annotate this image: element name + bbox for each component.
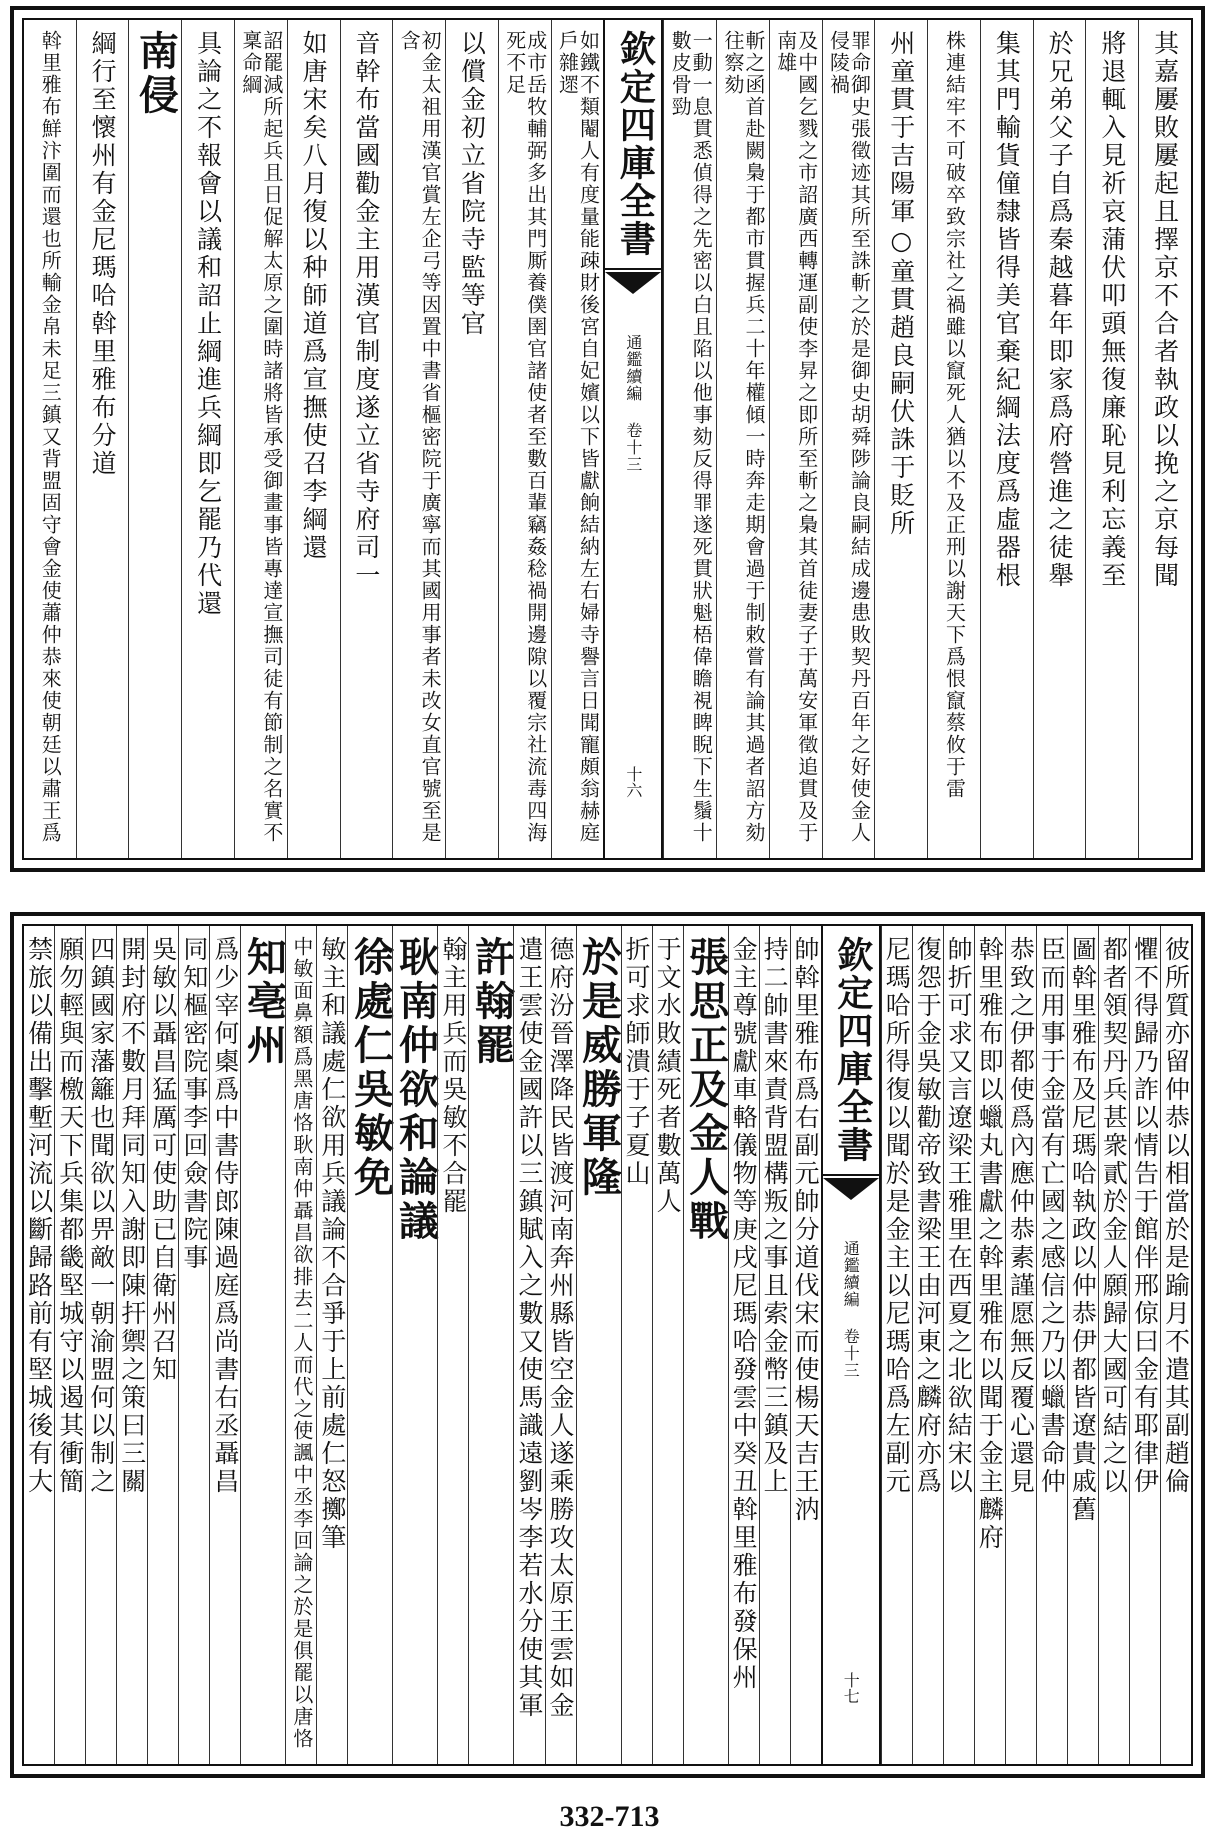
column-text: 張思正及金人戰 bbox=[682, 936, 730, 1244]
text-column bbox=[1098, 926, 1129, 1764]
column-text: 詔罷減所起兵且日促解太原之圍時諸將皆承受御畫事皆專達宣撫司徒有節制之名實不稟命綱 bbox=[238, 30, 284, 844]
text-column bbox=[128, 20, 181, 858]
text-column bbox=[209, 926, 240, 1764]
column-text: 南侵 bbox=[132, 30, 180, 118]
text-column bbox=[790, 926, 821, 1764]
text-column bbox=[287, 20, 340, 858]
text-column bbox=[874, 20, 927, 858]
column-text: 許翰罷 bbox=[468, 936, 516, 1068]
text-column bbox=[240, 926, 288, 1764]
text-column bbox=[24, 926, 54, 1764]
column-text: 折可求師潰于子夏山 bbox=[622, 936, 652, 1188]
text-column bbox=[980, 20, 1033, 858]
text-column bbox=[347, 926, 395, 1764]
column-text: 敏主和議處仁欲用兵議論不合爭于上前處仁怒擲筆 bbox=[317, 936, 347, 1552]
column-text: 尼瑪哈所得復以聞於是金主以尼瑪哈爲左副元 bbox=[882, 936, 912, 1496]
text-column bbox=[392, 926, 440, 1764]
center-fold-column bbox=[603, 20, 663, 858]
column-text: 知亳州 bbox=[240, 936, 288, 1068]
book-title: 欽定四庫全書 bbox=[605, 20, 661, 270]
text-column bbox=[576, 926, 621, 1764]
column-text: 懼不得歸乃詐以情告于館伴邢倞曰金有耶律伊 bbox=[1130, 936, 1160, 1496]
column-text: 中敏面鼻額爲黑唐恪耿南仲聶昌欲排去二人而代之使諷中丞李回論之於是俱罷以唐恪 bbox=[289, 936, 314, 1750]
center-fold-column bbox=[821, 926, 881, 1764]
column-text: 集其門輸貨僮隸皆得美官棄紀綱法度爲虛器根 bbox=[992, 30, 1022, 590]
column-text: 復怨于金吳敏勸帝致書梁王由河東之麟府亦爲 bbox=[913, 936, 943, 1496]
text-column bbox=[912, 926, 943, 1764]
text-column bbox=[759, 926, 790, 1764]
text-column bbox=[621, 926, 652, 1764]
column-text: 及中國乞戮之市詔廣西轉運副使李昇之即所至斬之梟其首徒妻子于萬安軍徵追貫及于南雄 bbox=[773, 30, 819, 844]
column-text: 州童貫于吉陽軍○童貫趙良嗣伏誅于貶所 bbox=[886, 30, 916, 538]
text-column bbox=[392, 20, 445, 858]
top-page-panel bbox=[10, 6, 1205, 872]
text-column bbox=[498, 20, 551, 858]
column-text: 圖斡里雅布及尼瑪哈執政以仲恭伊都皆遼貴戚舊 bbox=[1068, 936, 1098, 1524]
bottom-page-body bbox=[22, 924, 1193, 1766]
text-column bbox=[927, 20, 980, 858]
column-text: 持二帥書來責背盟構叛之事且索金幣三鎮及上 bbox=[760, 936, 790, 1496]
column-text: 罪命御史張徵迹其所至誅斬之於是御史胡舜陟論良嗣結成邊患敗契丹百年之好使金人侵陵禍 bbox=[826, 30, 872, 844]
column-text: 成市岳牧輔弼多出其門厮養僕圉官諸使者至數百輩竊姦稔禍開邊隙以覆宗社流毒四海死不足 bbox=[502, 30, 548, 844]
footer-page-id: 332-713 bbox=[559, 1800, 660, 1833]
column-text: 彼所質亦留仲恭以相當於是踰月不遣其副趙倫 bbox=[1161, 936, 1191, 1496]
text-column bbox=[1129, 926, 1160, 1764]
text-column bbox=[445, 20, 498, 858]
text-column bbox=[468, 926, 516, 1764]
column-text: 如鐵不類閹人有度量能疎財後宮自妃嬪以下皆獻餉結納左右婦寺譽言日聞寵頗翁赫庭戶雜遝 bbox=[555, 30, 601, 844]
column-text: 願勿輕與而檄天下兵集都畿堅城守以遏其衝簡 bbox=[55, 936, 85, 1496]
column-text: 於是威勝軍隆 bbox=[575, 936, 623, 1200]
text-column bbox=[181, 20, 234, 858]
text-column bbox=[881, 926, 912, 1764]
column-text: 四鎮國家藩籬也聞欲以畀敵一朝渝盟何以制之 bbox=[86, 936, 116, 1496]
text-column bbox=[551, 20, 604, 858]
text-column bbox=[340, 20, 393, 858]
column-text: 帥折可求又言遼梁王雅里在西夏之北欲結宋以 bbox=[944, 936, 974, 1496]
column-text: 禁旅以備出擊塹河流以斷歸路前有堅城後有大 bbox=[24, 936, 54, 1496]
text-column bbox=[1036, 926, 1067, 1764]
column-text: 綱行至懷州有金尼瑪哈斡里雅布分道 bbox=[88, 30, 118, 478]
text-column bbox=[24, 20, 76, 858]
text-column bbox=[545, 926, 576, 1764]
text-column bbox=[716, 20, 769, 858]
text-column bbox=[285, 926, 316, 1764]
column-text: 臣而用事于金當有亡國之感信之乃以蠟書命仲 bbox=[1037, 936, 1067, 1496]
column-text: 音幹布當國勸金主用漢官制度遂立省寺府司一 bbox=[351, 30, 381, 590]
column-text: 株連結牢不可破卒致宗社之禍雖以竄死人猶以不及正刑以謝天下爲恨竄蔡攸于雷 bbox=[942, 30, 967, 800]
text-column bbox=[822, 20, 875, 858]
column-text: 一動一息貫悉偵得之先密以白且陷以他事劾反得罪遂死貫狀魁梧偉瞻視睥睨下生鬚十數皮骨勁 bbox=[668, 30, 714, 844]
text-column bbox=[76, 20, 129, 858]
column-text: 斬之函首赴闕梟于都市貫握兵二十年權傾一時奔走期會過于制敕嘗有論其過者詔方劾往察劾 bbox=[720, 30, 766, 844]
text-column bbox=[85, 926, 116, 1764]
column-text: 于文水敗績死者數萬人 bbox=[653, 936, 683, 1216]
column-text: 斡里雅布鮮汴圍而還也所輸金帛未足三鎮又背盟固守會金使蕭仲恭來使朝廷以肅王爲 bbox=[38, 30, 63, 844]
text-column bbox=[234, 20, 287, 858]
sub-title: 通鑑續編 卷十三 bbox=[841, 1240, 861, 1379]
sub-title: 通鑑續編 卷十三 bbox=[623, 334, 643, 473]
column-text: 耿南仲欲和論議 bbox=[392, 936, 440, 1244]
text-column bbox=[728, 926, 759, 1764]
text-column bbox=[1033, 20, 1086, 858]
text-column bbox=[1085, 20, 1138, 858]
column-text: 爲少宰何㮚爲中書侍郎陳過庭爲尚書右丞聶昌 bbox=[210, 936, 240, 1496]
column-text: 開封府不數月拜同知入謝即陳扞禦之策曰三關 bbox=[117, 936, 147, 1496]
text-column bbox=[1005, 926, 1036, 1764]
bottom-page-panel bbox=[10, 912, 1205, 1778]
column-text: 都者領契丹兵甚衆貳於金人願歸大國可結之以 bbox=[1099, 936, 1129, 1496]
column-text: 以償金初立省院寺監等官 bbox=[457, 30, 487, 338]
text-column bbox=[769, 20, 822, 858]
column-text: 金主尊號獻車輅儀物等庚戌尼瑪哈發雲中癸丑斡里雅布發保州 bbox=[729, 936, 759, 1692]
text-column bbox=[1138, 20, 1191, 858]
text-column bbox=[943, 926, 974, 1764]
column-text: 帥斡里雅布爲右副元帥分道伐宋而使楊天吉王汭 bbox=[791, 936, 821, 1524]
column-text: 將退輒入見祈哀蒲伏叩頭無復廉恥見利忘義至 bbox=[1097, 30, 1127, 590]
text-column bbox=[663, 20, 716, 858]
fishtail-mark-icon bbox=[605, 272, 661, 294]
column-text: 遣王雲使金國許以三鎮賦入之數又使馬識遠劉岑李若水分使其軍 bbox=[514, 936, 544, 1720]
column-text: 於兄弟父子自爲秦越暮年即家爲府營進之徒舉 bbox=[1045, 30, 1075, 590]
text-column bbox=[652, 926, 683, 1764]
text-column bbox=[513, 926, 544, 1764]
text-column bbox=[316, 926, 347, 1764]
text-column bbox=[178, 926, 209, 1764]
column-text: 德府汾晉澤降民皆渡河南奔州縣皆空金人遂乘勝攻太原王雲如金 bbox=[546, 936, 576, 1720]
text-column bbox=[54, 926, 85, 1764]
column-text: 其嘉屢敗屢起且擇京不合者執政以挽之京每聞 bbox=[1150, 30, 1180, 590]
book-title: 欽定四庫全書 bbox=[823, 926, 879, 1176]
text-column bbox=[437, 926, 468, 1764]
top-page-body bbox=[22, 18, 1193, 860]
column-text: 翰主用兵而吳敏不合罷 bbox=[438, 936, 468, 1216]
column-text: 恭致之伊都使爲內應仲恭素謹愿無反覆心還見 bbox=[1006, 936, 1036, 1496]
column-text: 徐處仁吳敏免 bbox=[347, 936, 395, 1200]
column-text: 如唐宋矣八月復以种師道爲宣撫使召李綱還 bbox=[299, 30, 329, 562]
fishtail-mark-icon bbox=[823, 1178, 879, 1200]
page-number: 十六 bbox=[623, 766, 643, 798]
column-text: 初金太祖用漢官賞左企弓等因置中書省樞密院于廣寧而其國用事者未改女直官號至是含 bbox=[397, 30, 443, 844]
text-column bbox=[147, 926, 178, 1764]
text-column bbox=[683, 926, 728, 1764]
column-text: 斡里雅布即以蠟丸書獻之斡里雅布以聞于金主麟府 bbox=[975, 936, 1005, 1552]
column-text: 同知樞密院事李回僉書院事 bbox=[179, 936, 209, 1272]
column-text: 吳敏以聶昌猛厲可使助已自衛州召知 bbox=[148, 936, 178, 1384]
text-column bbox=[1067, 926, 1098, 1764]
column-text: 具論之不報會以議和詔止綱進兵綱即乞罷乃代還 bbox=[193, 30, 223, 618]
page-number: 十七 bbox=[841, 1672, 861, 1704]
text-column bbox=[116, 926, 147, 1764]
text-column bbox=[974, 926, 1005, 1764]
text-column bbox=[1160, 926, 1191, 1764]
